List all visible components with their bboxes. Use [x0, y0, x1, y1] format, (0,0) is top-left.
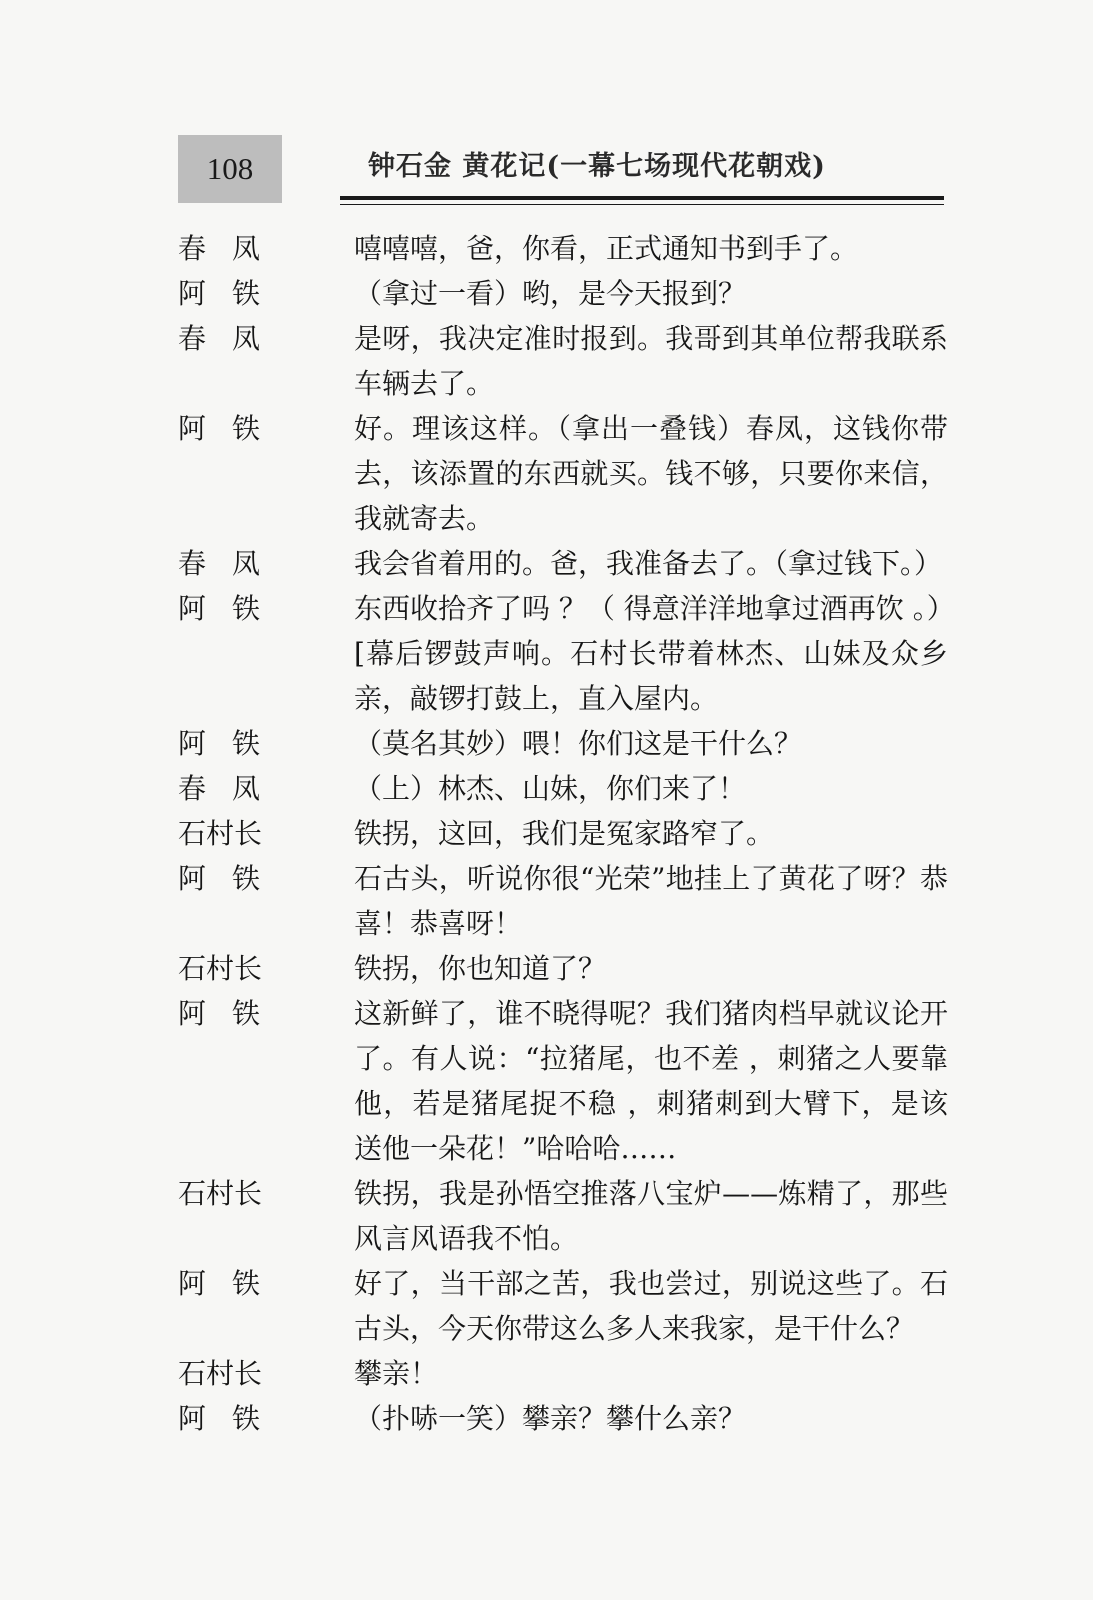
dialogue-entry — [178, 766, 948, 811]
dialogue-entry — [178, 811, 948, 856]
dialogue-line: 这新鲜了，谁不晓得呢？我们猪肉档早就议论开了。有人说：“拉猪尾，也不差 ，刺猪之人要靠他，若是猪尾捉不稳 ，刺猪刺到大臂下，是该送他一朵花！”哈哈哈…… — [354, 997, 948, 1165]
dialogue-entry — [178, 226, 948, 271]
speaker-name: 阿铁 — [178, 1267, 287, 1300]
speaker-name: 阿铁 — [178, 997, 287, 1030]
dialogue-line: 嘻嘻嘻，爸，你看，正式通知书到手了。 — [354, 232, 859, 265]
speaker-name: 阿铁 — [178, 277, 287, 310]
stage-direction: [幕后锣鼓声响。石村长带着林杰、山妹及众乡亲，敲锣打鼓上，直入屋内。 — [354, 637, 948, 715]
dialogue-line: （上）林杰、山妹，你们来了！ — [354, 772, 747, 805]
header-rule-thin — [340, 204, 944, 205]
speaker-name: 春凤 — [178, 547, 287, 580]
dialogue-line: 铁拐，我是孙悟空推落八宝炉——炼精了，那些风言风语我不怕。 — [354, 1177, 948, 1255]
running-title: 钟石金 黄花记(一幕七场现代花朝戏) — [368, 151, 826, 182]
speaker-name: 春凤 — [178, 772, 287, 805]
speaker-name: 石村长 — [178, 817, 263, 850]
dialogue-line: （扑哧一笑）攀亲？攀什么亲？ — [354, 1402, 747, 1435]
dialogue-entry — [178, 1396, 948, 1441]
speaker-name: 春凤 — [178, 322, 287, 355]
dialogue-line: 铁拐，你也知道了？ — [354, 952, 607, 985]
script-body — [178, 226, 955, 1441]
header-rule-thick — [340, 196, 944, 200]
dialogue-entry — [178, 721, 948, 766]
speaker-name: 石村长 — [178, 1177, 263, 1210]
page-number: 108 — [178, 135, 282, 203]
speaker-name: 阿铁 — [178, 592, 287, 625]
dialogue-line: 好。理该这样。（拿出一叠钱）春凤，这钱你带去，该添置的东西就买。钱不够，只要你来信，我就寄去。 — [354, 412, 948, 535]
dialogue-entry — [178, 991, 948, 1171]
speaker-name: 阿铁 — [178, 727, 287, 760]
dialogue-entry — [178, 586, 955, 631]
speaker-name: 阿铁 — [178, 412, 287, 445]
dialogue-line: 石古头，听说你很“光荣”地挂上了黄花了呀？恭喜！恭喜呀！ — [354, 862, 948, 940]
dialogue-entry — [178, 316, 948, 406]
speaker-name: 春凤 — [178, 232, 287, 265]
speaker-name: 石村长 — [178, 952, 263, 985]
dialogue-line: 攀亲！ — [354, 1357, 439, 1390]
speaker-name: 阿铁 — [178, 1402, 287, 1435]
speaker-name: 石村长 — [178, 1357, 263, 1390]
dialogue-line: 是呀，我决定准时报到。我哥到其单位帮我联系车辆去了。 — [354, 322, 948, 400]
dialogue-entry — [178, 1351, 948, 1396]
dialogue-entry — [178, 1261, 948, 1351]
dialogue-entry — [178, 541, 948, 586]
dialogue-entry — [178, 406, 948, 541]
dialogue-line: 我会省着用的。爸，我准备去了。（拿过钱下。） — [354, 547, 943, 580]
dialogue-line: 好了，当干部之苦，我也尝过，别说这些了。石古头，今天你带这么多人来我家，是干什么？ — [354, 1267, 948, 1345]
dialogue-line: 东西收拾齐了吗 ？（ 得意洋洋地拿过酒再饮 。） — [354, 592, 955, 625]
dialogue-entry — [178, 856, 948, 946]
dialogue-entry — [178, 271, 948, 316]
dialogue-entry — [178, 1171, 948, 1261]
dialogue-line: （莫名其妙）喂！你们这是干什么？ — [354, 727, 803, 760]
dialogue-line: （拿过一看）哟，是今天报到？ — [354, 277, 747, 310]
dialogue-line: 铁拐，这回，我们是冤家路窄了。 — [354, 817, 775, 850]
speaker-name: 阿铁 — [178, 862, 287, 895]
stage-direction-entry — [178, 631, 948, 721]
dialogue-entry — [178, 946, 948, 991]
